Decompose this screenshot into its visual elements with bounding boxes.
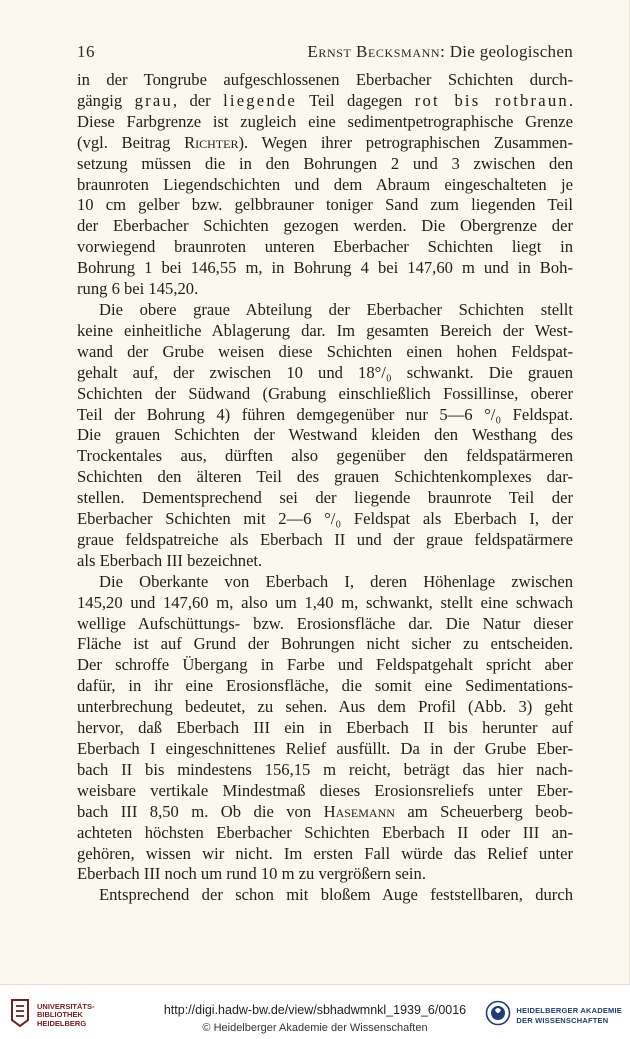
running-title	[307, 42, 573, 62]
text-line: Schichten der Südwand (Grabung einschließlich Fossillinse, oberer	[77, 383, 573, 403]
viewer-footer	[0, 986, 630, 1039]
text-line: braunroten Liegendschichten und dem Abraum eingeschalteten je	[77, 174, 573, 194]
text-span: bach III 8,50 m. Ob die von	[77, 801, 312, 821]
text-span: gängig	[77, 90, 123, 110]
paragraph-1	[77, 70, 573, 300]
academy-name-line: DER WISSENSCHAFTEN	[516, 1015, 609, 1025]
text-line: setzung müssen die in den Bohrungen 2 und 3 zwischen den	[77, 153, 573, 173]
text-line: gehören, wissen wir nicht. Im ersten Fall würde das Relief unter	[77, 843, 573, 863]
author-reference-richter: Richter	[184, 132, 239, 152]
text-line: vorwiegend braunroten unteren Eberbacher Schichten liegt in	[77, 237, 573, 257]
text-span: Teil dagegen	[309, 90, 403, 110]
text-line: Eberbach I eingeschnittenes Relief ausfüllt. Da in der Grube Eber-	[77, 739, 573, 758]
text-line: wand der Grube weisen diese Schichten einen hohen Feldspat-	[77, 341, 573, 361]
text-line: stellen. Dementsprechend sei der liegende braunrote Teil der	[77, 488, 573, 508]
text-line: Der schroffe Übergang in Farbe und Feldspatgehalt spricht aber	[77, 655, 573, 675]
text-line	[77, 802, 573, 823]
text-line	[77, 91, 573, 112]
author-last-name: Becksmann	[356, 42, 441, 61]
library-name-line: BIBLIOTHEK	[37, 1010, 83, 1020]
paragraph-4	[77, 885, 573, 906]
author-reference-hasemann: Hasemann	[323, 801, 395, 821]
text-line: 145,20 und 147,60 m, also um 1,40 m, schwankt, stellt eine schwach	[77, 592, 573, 612]
text-span: .	[568, 90, 574, 110]
body-text	[77, 70, 573, 906]
running-head	[77, 42, 573, 62]
text-line: graue feldspatreiche als Eberbach II und der graue feldspatärmere	[77, 529, 573, 549]
text-line: der Eberbacher Schichten gezogen werden. Die Obergrenze der	[77, 216, 573, 236]
text-line: Fläche ist auf Grund der Bohrungen nicht sicher zu entscheiden.	[77, 634, 573, 654]
paragraph-2	[77, 300, 573, 572]
permalink-url[interactable]: http://digi.hadw-bw.de/view/sbhadwmnkl_1939_6/0016	[163, 1003, 467, 1017]
text-line: Bohrung 1 bei 146,55 m, in Bohrung 4 bei 147,60 m und in Boh-	[77, 258, 573, 278]
text-line: Trockentales aus, dürften also gegenüber den feldspatärmeren	[77, 446, 573, 466]
spaced-word-grau: grau	[134, 90, 173, 110]
text-line: Eberbach III noch um rund 10 m zu vergrößern sein.	[77, 864, 426, 884]
academy-logo[interactable]	[485, 1000, 622, 1031]
spaced-word-rot-bis-rotbraun: rot bis rotbraun	[414, 90, 569, 110]
text-line: als Eberbach III bezeichnet.	[77, 550, 263, 570]
text-line: gehalt auf, der zwischen 10 und 18°/₀ schwankt. Die grauen	[77, 362, 573, 382]
text-span: ). Wegen ihrer petrographischen Zusammen-	[238, 132, 573, 152]
text-line: Die grauen Schichten der Westwand kleiden den Westhang des	[77, 425, 573, 445]
text-span: am Scheuerberg beob-	[407, 801, 573, 821]
academy-seal-icon	[485, 1000, 511, 1031]
academy-name-line: HEIDELBERGER AKADEMIE	[516, 1005, 622, 1015]
text-line: Schichten den älteren Teil des grauen Schichtenkomplexes dar-	[77, 467, 573, 487]
paragraph-3	[77, 572, 573, 886]
text-line: weisbare vertikale Mindestmaß dieses Erosionsreliefs unter Eber-	[77, 780, 573, 800]
author-first-name: Ernst	[307, 42, 352, 61]
text-line: Diese Farbgrenze ist zugleich eine sedimentpetrographische Grenze	[77, 111, 573, 131]
text-line: achteten höchsten Eberbacher Schichten Eberbach II oder III an-	[77, 822, 573, 842]
text-line: dafür, in ihr eine Erosionsfläche, die somit eine Sedimentations-	[77, 676, 573, 696]
text-line: keine einheitliche Ablagerung dar. Im gesamten Bereich der West-	[77, 320, 573, 340]
text-line: rung 6 bei 145,20.	[77, 279, 199, 299]
text-line: bach II bis mindestens 156,15 m reicht, beträgt das hier nach-	[77, 759, 573, 779]
text-line: Die Oberkante von Eberbach I, deren Höhenlage zwischen	[99, 571, 573, 591]
library-name-line: UNIVERSITÄTS-	[37, 1001, 95, 1011]
page-number: 16	[77, 42, 95, 61]
academy-name	[516, 1006, 622, 1026]
text-span: , der	[172, 90, 211, 110]
text-span: (vgl. Beitrag	[77, 132, 171, 152]
library-name-line: HEIDELBERG	[37, 1018, 87, 1028]
text-line: Teil der Bohrung 4) führen demgegenüber nur 5—6 °/₀ Feldspat.	[77, 404, 573, 424]
copyright-notice: © Heidelberger Akademie der Wissenschaften	[202, 1022, 428, 1034]
text-line: wellige Aufschüttungs- bzw. Erosionsfläche dar. Die Natur dieser	[77, 613, 573, 633]
running-title-rest: : Die geologischen	[440, 42, 573, 61]
text-line: Die obere graue Abteilung der Eberbacher Schichten stellt	[99, 299, 573, 319]
text-line: unterbrechung bedeutet, zu sehen. Aus dem Profil (Abb. 3) geht	[77, 697, 573, 717]
text-line: Eberbacher Schichten mit 2—6 °/₀ Feldspat als Eberbach I, der	[77, 509, 573, 529]
text-line: in der Tongrube aufgeschlossenen Eberbacher Schichten durch-	[77, 70, 573, 89]
text-line	[77, 133, 573, 154]
text-line: 10 cm gelber bzw. gelbbrauner toniger Sand zum liegenden Teil	[77, 195, 573, 215]
text-line: hervor, daß Eberbach III ein in Eberbach II bis herunter auf	[77, 718, 573, 738]
spaced-word-liegende: liegende	[223, 90, 297, 110]
text-line: Entsprechend der schon mit bloßem Auge feststellbaren, durch	[99, 885, 573, 905]
